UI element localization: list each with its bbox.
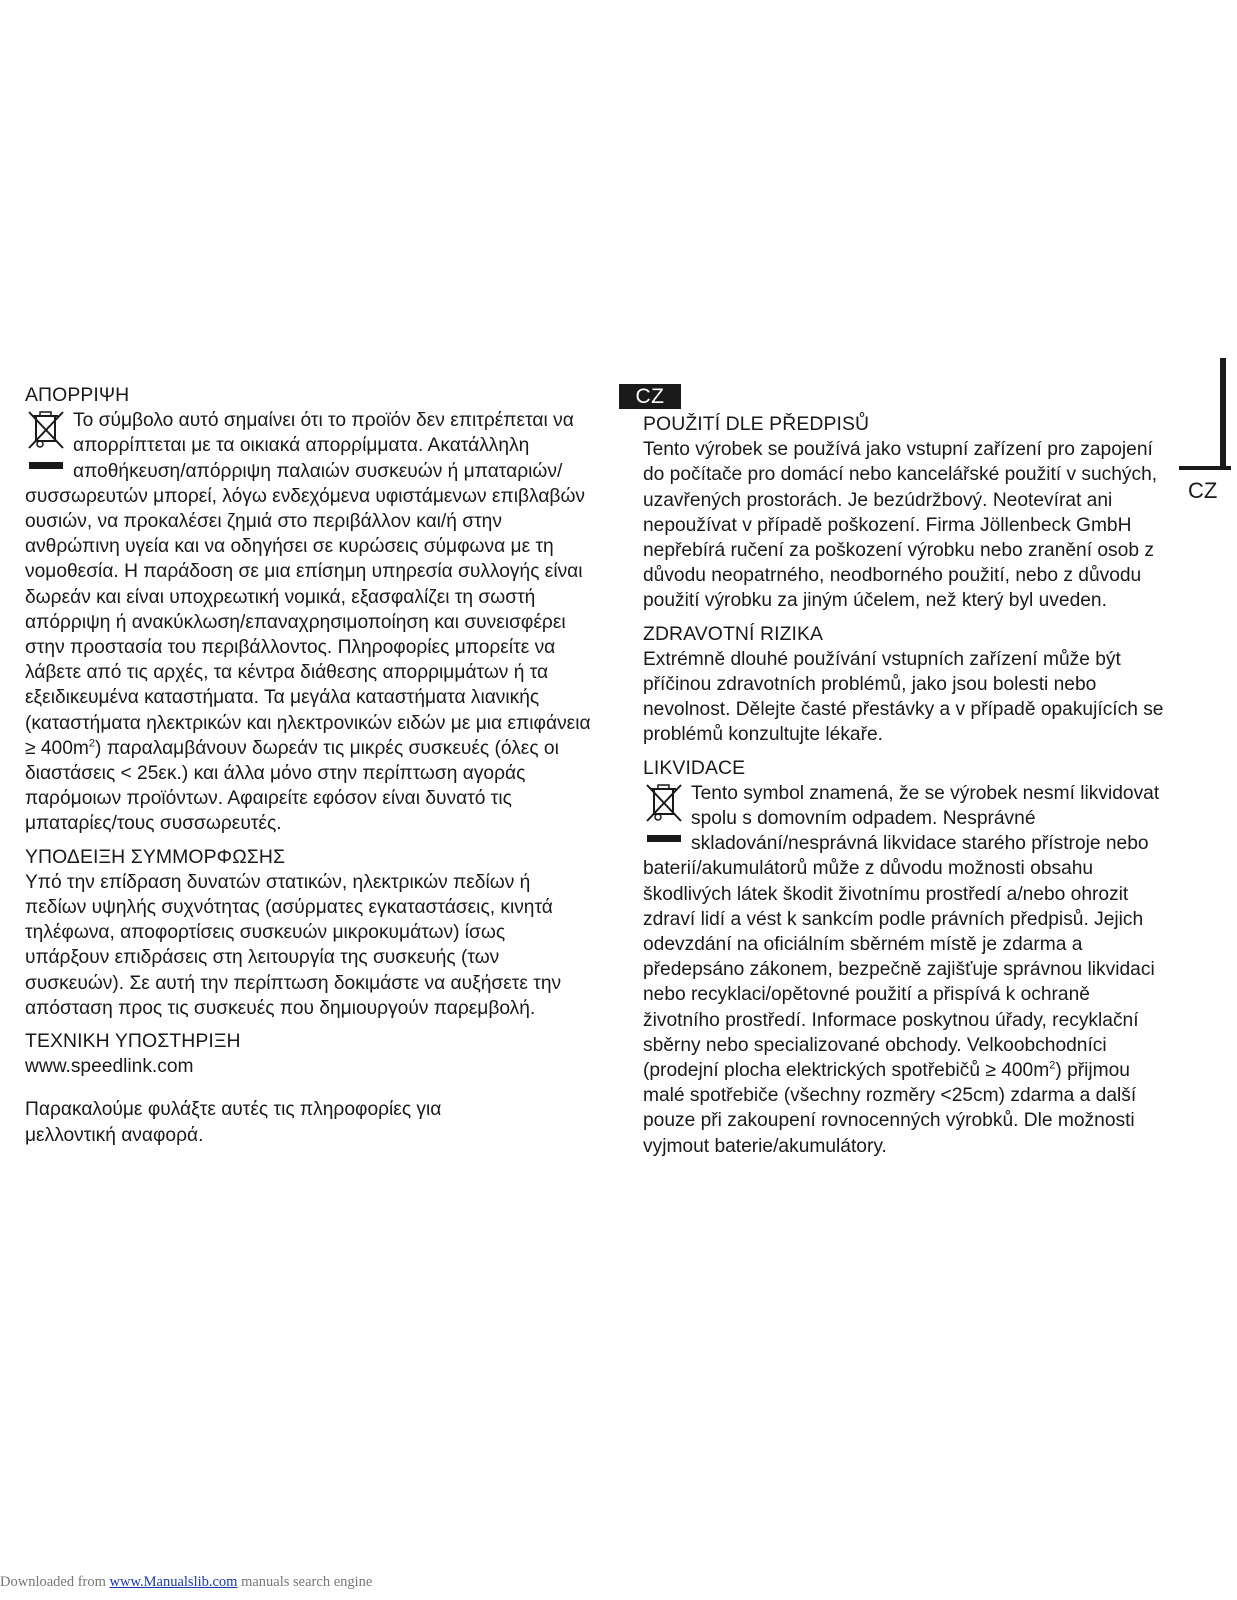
page-edge-marker [1179,358,1231,470]
footer-suffix: manuals search engine [237,1574,373,1590]
keep-note: Παρακαλούμε φυλάξτε αυτές τις πληροφορίες για μελλοντική αναφορά. [25,1099,442,1146]
disposal-text [25,408,600,836]
support-heading: ΤΕΧΝΙΚΗ ΥΠΟΣΤΗΡΙΞΗ [25,1030,241,1053]
intended-use-heading: POUŽITÍ DLE PŘEDPISŮ [643,413,870,435]
language-badge: CZ [619,384,681,409]
marker-vertical-bar [1220,358,1226,468]
disposal-text-cz-a: Tento symbol znamená, že se výrobek nesmí likvidovat spolu s domovním odpadem. Nesprávné skladování/nesprávná likvidace starého přístroje nebo baterií/akumulátorů může z důvodu možnosti obsahu škodlivých látek škodit životnímu prostředí a/nebo ohrozit zdraví lidí a vést k sankcím podle právních předpisů. Jejich odevzdání na oficiálním sběrném místě je zdarma a předepsáno zákonem, bezpečně zajišťuje správnou likvidaci nebo recyklaci/opětovné použití a přispívá k ochraně životního prostředí. Informace poskytnou úřady, recyklační sběrny nebo specializované obchody. Velkoobchodníci (prodejní plocha elektrických spotřebičů ≥ 400m [643,782,1160,1082]
intended-use-text: Tento výrobek se používá jako vstupní zařízení pro zapojení do počítače pro domácí nebo kancelářské použití v suchých, uzavřených prostorách. Je bezúdržbový. Neotevírat ani nepoužívat v případě poškození. Firma Jöllenbeck GmbH nepřebírá ručení za poškození výrobku nebo zranění osob z důvodu neopatrného, neodborného použití, nebo z důvodu použití výrobku za jiným účelem, než který byl uveden. [643,439,1158,612]
crossed-out-wheelie-bin-icon [643,781,689,853]
health-text: Extrémně dlouhé používání vstupních zařízení může být příčinou zdravotních problémů, jako jsou bolesti nebo nevolnost. Dělejte časté přestávky a v případě opakujících se problémů konzultujte lékaře. [643,648,1164,746]
support-url[interactable]: www.speedlink.com [25,1056,194,1078]
greek-column [25,383,600,1148]
marker-horizontal-bar [1179,466,1231,470]
side-language-label: CZ [1188,478,1218,503]
compliance-section [25,845,600,1021]
footer-prefix: Downloaded from [0,1574,110,1590]
health-section [643,622,1168,748]
download-footer [0,1574,372,1591]
disposal-superscript-cz: 2 [1049,1059,1056,1072]
disposal-heading: ΑΠΟΡΡΙΨΗ [25,384,130,406]
health-heading: ZDRAVOTNÍ RIZIKA [643,622,824,645]
disposal-text-cz-b: ) přijmou malé spotřebiče (všechny rozměry <25cm) zdarma a další pouze při zakoupení rovnocenných výrobků. Dle možnosti vyjmout baterie/akumulátory. [643,1060,1137,1157]
footer-link[interactable]: www.Manualslib.com [109,1574,238,1590]
disposal-section-cz [643,756,1168,1159]
czech-column [643,412,1168,1167]
disposal-section-gr [25,383,600,837]
disposal-text-cz [643,781,1168,1159]
support-section [25,1029,600,1079]
disposal-text-b: ) παραλαμβάνουν δωρεάν τις μικρές συσκευές (όλες οι διαστάσεις < 25εκ.) και άλλα μόνο στην περίπτωση αγοράς παρόμοιων προϊόντων. Αφαιρείτε εφόσον είναι δυνατό τις μπαταρίες/τους συσσωρευτές. [25,737,559,835]
disposal-heading-cz: LIKVIDACE [643,756,746,779]
intended-use-section [643,412,1168,614]
compliance-text: Υπό την επίδραση δυνατών στατικών, ηλεκτρικών πεδίων ή πεδίων υψηλής συχνότητας (ασύρματες εγκαταστάσεις, κινητά τηλέφωνα, αποφορτίσεις συσκευών μικροκυμάτων) ίσως υπάρξουν επιδράσεις στη λειτουργία της συσκευής (των συσκευών). Σε αυτή την περίπτωση δοκιμάστε να αυξήσετε την απόσταση προς τις συσκευές που δημιουργούν παρεμβολή. [25,871,562,1019]
disposal-superscript: 2 [88,737,95,750]
compliance-heading: ΥΠΟΔΕΙΞΗ ΣΥΜΜΟΡΦΩΣΗΣ [25,845,286,868]
disposal-text-a: Το σύμβολο αυτό σημαίνει ότι το προϊόν δεν επιτρέπεται να απορρίπτεται με τα οικιακά απορρίμματα. Ακατάλληλη αποθήκευση/απόρριψη παλαιών συσκευών ή μπαταριών/συσσωρευτών μπορεί, λόγω ενδεχόμενα υφιστάμενων επιβλαβών ουσιών, να προκαλέσει ζημιά στο περιβάλλον και/ή στην ανθρώπινη υγεία και να οδηγήσει σε κυρώσεις σύμφωνα με τη νομοθεσία. Η παράδοση σε μια επίσημη υπηρεσία συλλογής είναι δωρεάν και είναι υποχρεωτική νομικά, εξασφαλίζει τη σωστή απόρριψη ή ανακύκλωση/επαναχρησιμοποίηση και συνεισφέρει στην προστασία του περιβάλλοντος. Πληροφορίες μπορείτε να λάβετε από τις αρχές, τα κέντρα διάθεσης απορριμμάτων ή τα εξειδικευμένα καταστήματα. Τα μεγάλα καταστήματα λιανικής (καταστήματα ηλεκτρικών και ηλεκτρονικών ειδών με μια επιφάνεια ≥ 400m [25,410,591,759]
crossed-out-wheelie-bin-icon [25,408,71,480]
